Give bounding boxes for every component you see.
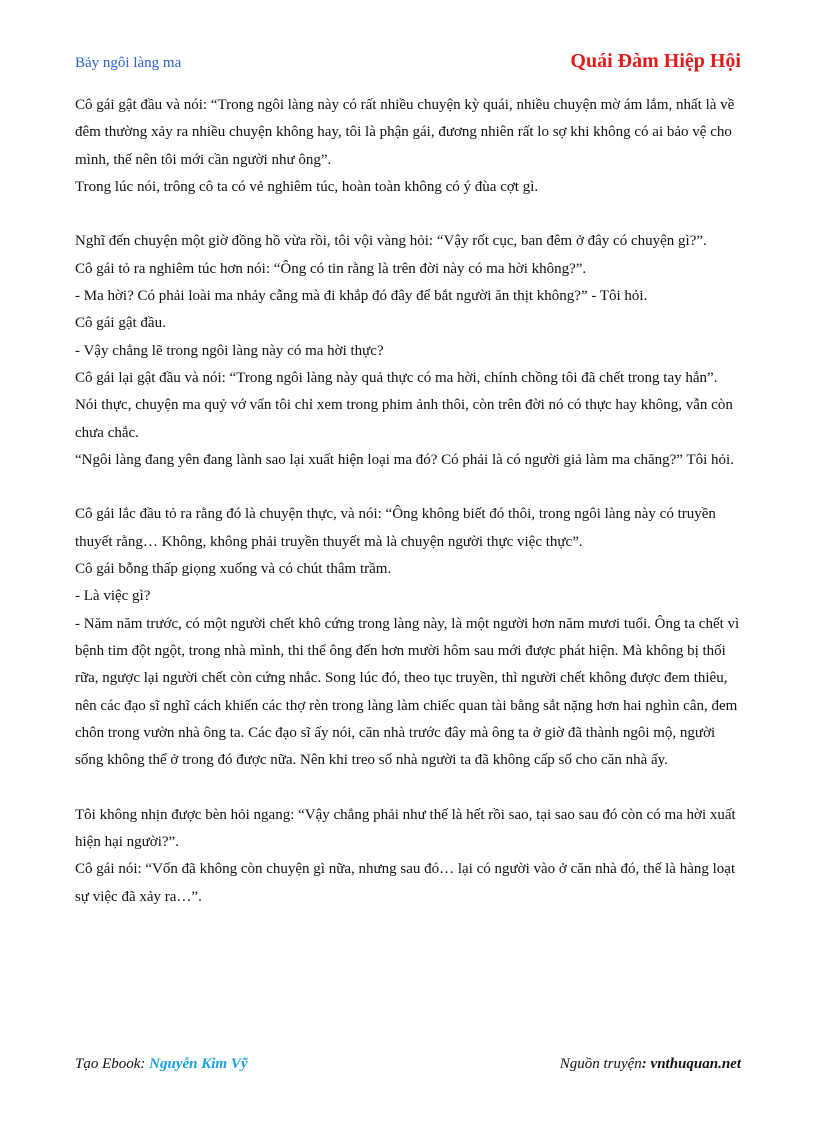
paragraph: - Vậy chẳng lẽ trong ngôi làng này có ma hời thực?	[75, 342, 384, 359]
source-site: vnthuquan.net	[650, 1056, 741, 1072]
paragraph: Tôi không nhịn được bèn hỏi ngang: “Vậy chẳng phải như thế là hết rồi sao, tại sao sau đó còn có ma hời xuất hiện hại người?”.	[75, 806, 736, 851]
ebook-credit	[75, 1056, 248, 1073]
paragraph: Trong lúc nói, trông cô ta có vẻ nghiêm túc, hoàn toàn không có ý đùa cợt gì.	[75, 178, 539, 195]
ebook-separator: :	[140, 1056, 150, 1072]
paragraph: Cô gái bỗng thấp giọng xuống và có chút thâm trầm.	[75, 561, 392, 578]
page-header	[75, 50, 741, 80]
paragraph: Cô gái gật đầu và nói: “Trong ngôi làng này có rất nhiều chuyện kỳ quái, nhiều chuyện mờ ám lắm, nhất là về đêm thường xảy ra nhiều chuyện không hay, tôi là phận gái, đương nhiên rất lo sợ khi không có ai bảo vệ cho mình, thế nên tôi mới cần người như ông”.	[75, 97, 735, 168]
story-text	[75, 92, 745, 911]
paragraph: - Ma hời? Có phải loài ma nhảy cẫng mà đi khắp đó đây để bắt người ăn thịt không?” - Tôi hỏi.	[75, 288, 648, 305]
paragraph: - Là việc gì?	[75, 588, 151, 605]
site-title: Quái Đàm Hiệp Hội	[570, 50, 741, 72]
paragraph: “Ngôi làng đang yên đang lành sao lại xuất hiện loại ma đó? Có phải là có người giả làm ma chăng?” Tôi hỏi.	[75, 451, 734, 468]
ebook-label: Tạo Ebook	[75, 1056, 141, 1072]
paragraph: Cô gái gật đầu.	[75, 315, 166, 332]
source-label: Nguồn truyện	[559, 1056, 642, 1072]
paragraph: Cô gái tỏ ra nghiêm túc hơn nói: “Ông có tin rằng là trên đời này có ma hời không?”.	[75, 260, 587, 277]
paragraph: Nói thực, chuyện ma quỷ vớ vẩn tôi chỉ xem trong phim ảnh thôi, còn trên đời nó có thực hay không, vẫn còn chưa chắc.	[75, 397, 733, 441]
ebook-author: Nguyễn Kim Vỹ	[149, 1056, 248, 1072]
paragraph: Cô gái nói: “Vốn đã không còn chuyện gì nữa, nhưng sau đó… lại có người vào ở căn nhà đó, thế là hàng loạt sự việc đã xảy ra…”.	[75, 861, 736, 905]
paragraph: Cô gái lắc đầu tỏ ra rằng đó là chuyện thực, và nói: “Ông không biết đó thôi, trong ngôi làng này có truyền thuyết rằng… Không, không phải truyền thuyết mà là chuyện người thực việc thực”.	[75, 506, 716, 550]
source-separator: :	[641, 1056, 651, 1072]
paragraph: Nghĩ đến chuyện một giờ đồng hồ vừa rồi, tôi vội vàng hỏi: “Vậy rốt cục, ban đêm ở đây có chuyện gì?”.	[75, 233, 707, 250]
source-credit	[560, 1056, 741, 1073]
paragraph: - Năm năm trước, có một người chết khô cứng trong làng này, là một người hơn năm mươi tuổi. Ông ta chết vì bệnh tim đột ngột, trong nhà mình, thi thể ông đến hơn mười hôm sau mới được phát hiện. Mà không bị thối rữa, ngược lại người chết còn cứng nhắc. Song lúc đó, theo tục truyền, thì người chết không được đem thiêu, nên các đạo sĩ nghĩ cách khiến các thợ rèn trong làng làm chiếc quan tài bằng sắt nặng hơn hai nghìn cân, đem chôn trong vườn nhà ông ta. Các đạo sĩ ấy nói, căn nhà trước đây mà ông ta ở giờ đã thành ngôi mộ, người sống không thể ở trong đó được nữa. Nên khi treo số nhà người ta đã không cấp số cho căn nhà ấy.	[75, 615, 740, 769]
book-title: Bảy ngôi làng ma	[75, 55, 182, 71]
paragraph: Cô gái lại gật đầu và nói: “Trong ngôi làng này quả thực có ma hời, chính chồng tôi đã chết trong tay hắn”.	[75, 369, 718, 386]
